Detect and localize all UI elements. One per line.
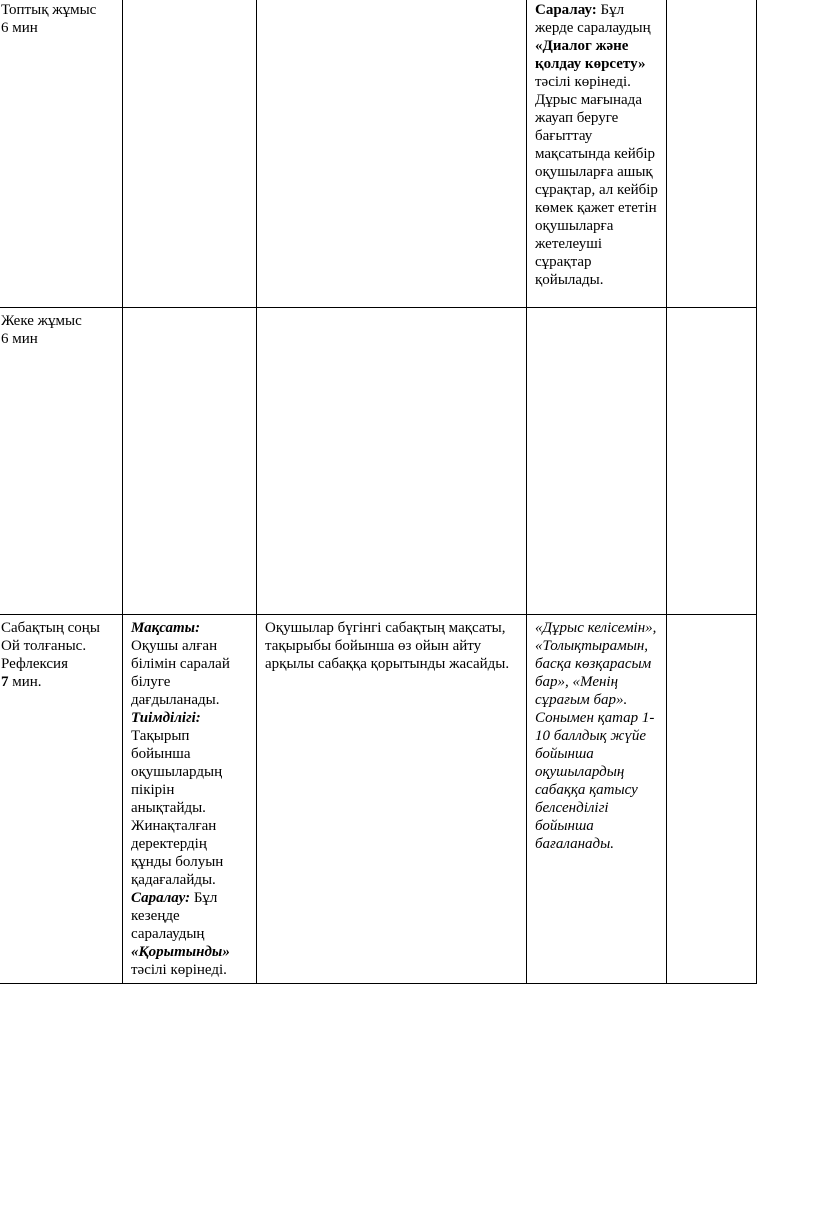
goals-cell xyxy=(123,308,257,615)
stage-cell xyxy=(0,0,123,308)
differentiation-text-2: тәсілі көрінеді. xyxy=(131,962,227,978)
differentiation-text: Бұл жерде саралаудың xyxy=(535,2,651,36)
differentiation-method: «Қорытынды» xyxy=(131,944,230,960)
stage-subtitle-2: Рефлексия xyxy=(1,656,68,672)
stage-name: Жеке жұмыс xyxy=(1,313,82,329)
stage-cell xyxy=(0,308,123,615)
stage-time-number: 7 xyxy=(1,674,9,690)
differentiation-label: Саралау: xyxy=(131,890,191,906)
resources-cell xyxy=(667,0,757,308)
stage-name: Сабақтың соңы xyxy=(1,620,100,636)
aim-label: Мақсаты: xyxy=(131,620,201,636)
stage-subtitle: Ой толғаныс. xyxy=(1,638,87,654)
stage-name: Топтық жұмыс xyxy=(1,2,97,18)
stage-time xyxy=(1,673,114,691)
stage-time: 6 мин xyxy=(1,331,38,347)
activity-cell xyxy=(257,615,527,984)
stage-time: 6 мин xyxy=(1,20,38,36)
goals-cell xyxy=(123,0,257,308)
activity-cell xyxy=(257,308,527,615)
aim-text: Оқушы алған білімін саралай білуге дағдыланады. xyxy=(131,638,230,708)
differentiation-text-2: тәсілі көрінеді. Дұрыс мағынада жауап беруге бағыттау мақсатында кейбір оқушыларға ашық сұрақтар, ал кейбір көмек қажет ететін оқушыларға жетелеуші сұрақтар қойылады. xyxy=(535,74,658,288)
table-row xyxy=(0,615,757,984)
differentiation-method: «Диалог және қолдау көрсету» xyxy=(535,38,646,72)
assessment-cell xyxy=(527,0,667,308)
assessment-cell xyxy=(527,615,667,984)
stage-cell xyxy=(0,615,123,984)
resources-cell xyxy=(667,615,757,984)
differentiation-text: Бұл кезеңде саралаудың xyxy=(131,890,218,942)
activity-cell xyxy=(257,0,527,308)
differentiation-label: Саралау: xyxy=(535,2,597,18)
efficiency-text: Тақырып бойынша оқушылардың пікірін анықтайды. Жинақталған деректердің құнды болуын қадағалайды. xyxy=(131,728,224,888)
stage-time-unit: мин. xyxy=(8,674,42,690)
assessment-cell xyxy=(527,308,667,615)
activity-text: Оқушылар бүгінгі сабақтың мақсаты, тақырыбы бойынша өз ойын айту арқылы сабаққа қорытынды жасайды. xyxy=(265,620,510,672)
table-row xyxy=(0,0,757,308)
assessment-text: «Дұрыс келісемін», «Толықтырамын, басқа көзқарасым бар», «Менің сұрағым бар». Сонымен қатар 1-10 баллдық жүйе бойынша оқушылардың сабаққа қатысу белсенділігі бойынша бағаланады. xyxy=(535,620,657,852)
resources-cell xyxy=(667,308,757,615)
table-row xyxy=(0,308,757,615)
efficiency-label: Тиімділігі: xyxy=(131,710,201,726)
goals-cell xyxy=(123,615,257,984)
